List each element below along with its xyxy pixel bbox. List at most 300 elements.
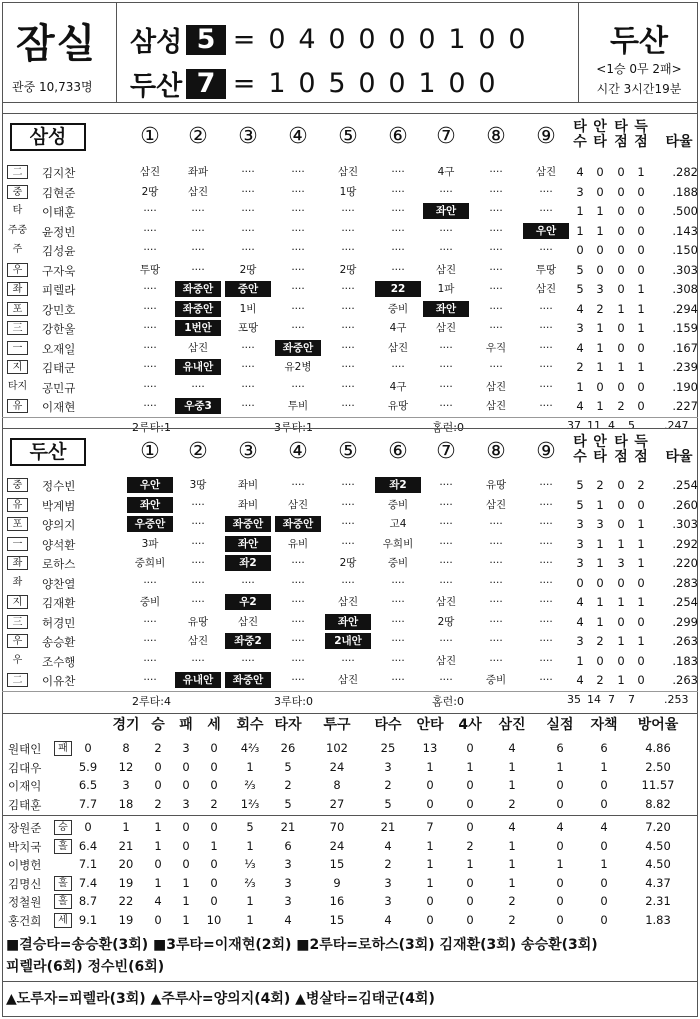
at-bat-result: ····: [291, 322, 305, 334]
at-bat-result: ····: [391, 224, 405, 237]
stat-header: 안: [593, 119, 607, 135]
inning-run: 0: [298, 68, 316, 99]
pitcher-stat: 1: [154, 820, 162, 834]
batter-row: [2, 475, 698, 495]
pitcher-stat: 1: [508, 857, 516, 871]
inning-run: 0: [448, 68, 466, 99]
at-bat-result: ····: [291, 654, 305, 667]
at-bat-result: ····: [489, 263, 503, 276]
home-batting-box: [2, 428, 698, 711]
at-bat-result: 삼진: [435, 263, 457, 276]
inning-header: ⑧: [486, 439, 506, 464]
at-bat-hit: 우안: [127, 477, 173, 493]
pitcher-stat: 24: [329, 838, 345, 853]
at-bat-result: ····: [439, 380, 453, 393]
at-bat-hit: 우2: [225, 594, 271, 610]
at-bat-result: ····: [539, 576, 553, 589]
at-bat-result: ····: [241, 361, 255, 373]
batter-stat: 3: [596, 282, 604, 296]
batter-stat: 2: [576, 360, 584, 374]
batter-stat: 2: [596, 478, 604, 492]
batter-row: [2, 670, 698, 690]
at-bat-result: ····: [191, 654, 205, 667]
inning-header: ④: [288, 439, 308, 464]
pitcher-stat: 3: [122, 778, 130, 792]
at-bat-result: ····: [391, 361, 405, 373]
at-bat-result: ····: [391, 263, 405, 276]
decision-badge: 승: [54, 820, 72, 835]
at-bat-result: ····: [539, 498, 553, 511]
pitcher-stat: 1: [508, 875, 516, 890]
position-label: 타: [12, 205, 23, 216]
at-bat-result: 중비: [387, 557, 409, 569]
batter-stat: 1: [596, 204, 604, 218]
at-bat-result: ····: [291, 283, 305, 295]
player-name: 윤정빈: [42, 224, 76, 239]
at-bat-result: ····: [539, 635, 553, 647]
inning-run: 0: [388, 24, 406, 55]
pitching-header: 세: [207, 717, 221, 733]
at-bat-result: ····: [489, 166, 503, 178]
stadium-name: 잠실: [16, 21, 98, 67]
batter-stat: 1: [596, 595, 604, 609]
at-bat-result: 우직: [485, 341, 507, 354]
batter-stat: 0: [617, 478, 625, 492]
stat-header: 타: [593, 134, 607, 150]
pitcher-stat: 1: [426, 857, 434, 871]
at-bat-result: ····: [291, 166, 305, 178]
batter-stat: 0: [576, 243, 584, 257]
at-bat-result: ····: [143, 244, 157, 256]
player-name: 로하스: [42, 557, 76, 571]
batter-stat: 0: [637, 223, 645, 238]
at-bat-result: ····: [539, 615, 553, 628]
home-line-score: [130, 64, 502, 103]
pitcher-stat: 0: [154, 912, 162, 927]
pitcher-stat: 8: [333, 778, 341, 792]
at-bat-result: 1파: [437, 283, 455, 295]
inning-header: ⑦: [436, 124, 456, 149]
at-bat-result: ····: [241, 576, 255, 589]
stat-header: 수: [573, 449, 587, 465]
batter-stat: 3: [576, 517, 584, 531]
pitcher-stat: 24: [329, 759, 345, 774]
batter-stat: 0: [617, 614, 625, 629]
stat-header: 타: [573, 119, 587, 135]
team-stat: 37: [567, 418, 581, 432]
at-bat-result: ····: [489, 205, 503, 217]
batter-row: [2, 631, 698, 651]
inning-run: 0: [328, 24, 346, 55]
at-bat-result: ····: [191, 557, 205, 569]
pitcher-stat: 1: [246, 912, 254, 927]
at-bat-result: ····: [143, 615, 157, 628]
decision-badge: 홀: [54, 894, 72, 909]
at-bat-hit: 좌안: [127, 497, 173, 513]
pitcher-stat: 4.50: [645, 857, 671, 871]
decision-badge: 홀: [54, 876, 72, 891]
decision-badge: 홀: [54, 839, 72, 854]
at-bat-result: 유2병: [284, 361, 312, 373]
at-bat-result: ····: [489, 185, 503, 198]
inning-run: 4: [298, 24, 316, 55]
pitcher-stat: 20: [118, 857, 134, 871]
inning-header: ⑤: [338, 124, 358, 149]
pitcher-stat: 0: [466, 796, 474, 811]
stat-header: 수: [573, 134, 587, 150]
pitcher-stat: 2: [466, 838, 474, 853]
batter-stat: 0: [617, 204, 625, 218]
equals-sign: =: [232, 68, 256, 99]
pitcher-stat: 8: [122, 741, 130, 755]
at-bat-result: ····: [291, 596, 305, 608]
position-label: 지: [7, 360, 28, 374]
inning-run: 0: [358, 68, 376, 99]
batting-average: .263: [672, 634, 698, 648]
pitcher-stat: 0: [556, 778, 564, 792]
pitcher-stat: 0: [210, 741, 218, 755]
at-bat-result: ····: [439, 635, 453, 647]
pitcher-stat: 9: [333, 875, 341, 890]
batter-stat: 1: [617, 634, 625, 648]
batting-average: .150: [672, 243, 698, 257]
inning-run: 0: [418, 24, 436, 55]
inning-header: ⑧: [486, 124, 506, 149]
batting-average: .294: [672, 301, 698, 316]
pitcher-stat: 1: [210, 838, 218, 853]
batter-stat: 4: [576, 595, 584, 609]
at-bat-hit: 좌중안: [275, 340, 321, 356]
at-bat-result: 중비: [387, 302, 409, 315]
opponent-team-name: 두산: [610, 24, 668, 59]
pitcher-stat: 11.57: [641, 778, 675, 792]
pitcher-stat: 4: [508, 820, 516, 834]
at-bat-result: ····: [191, 224, 205, 237]
pitcher-stat: 15: [329, 912, 345, 927]
pitcher-name: 김태훈: [8, 797, 42, 812]
inning-header: ③: [238, 124, 258, 149]
batter-row: [2, 377, 698, 397]
pitcher-stat: 3: [284, 857, 292, 871]
batter-stat: 0: [617, 184, 625, 199]
at-bat-hit: 유내안: [175, 359, 221, 375]
batter-row: [2, 201, 698, 221]
batting-average: .500: [672, 204, 698, 218]
batter-stat: 0: [617, 243, 625, 257]
pitching-header: 회수: [236, 717, 264, 733]
batting-average: .299: [672, 614, 698, 629]
pitcher-stat: 4: [384, 838, 392, 853]
pitcher-stat: 4: [154, 894, 162, 908]
pitcher-stat: 4.37: [645, 875, 671, 890]
at-bat-result: ····: [341, 322, 355, 334]
at-bat-result: ····: [539, 654, 553, 667]
homers-summary: 홈런:0: [432, 694, 464, 708]
at-bat-result: 삼진: [435, 596, 457, 608]
pitcher-stat: 1: [556, 759, 564, 774]
inning-header: ①: [140, 124, 160, 149]
inning-header: ⑥: [388, 124, 408, 149]
pitcher-stat: 19: [118, 875, 134, 890]
batter-row: [2, 514, 698, 534]
notes-divider: [2, 981, 698, 982]
at-bat-result: ····: [191, 263, 205, 276]
pitcher-stat: 4: [508, 741, 516, 755]
player-name: 피렐라: [42, 283, 76, 297]
at-bat-result: ····: [341, 498, 355, 511]
pitcher-stat: 7: [426, 820, 434, 834]
at-bat-result: ····: [143, 341, 157, 354]
pitcher-stat: 1: [600, 857, 608, 871]
batter-stat: 0: [596, 653, 604, 668]
batter-row: [2, 318, 698, 338]
at-bat-result: ····: [539, 244, 553, 256]
inning-run: 0: [478, 24, 496, 55]
notes-line-3: ▲도루자=피렐라(3회) ▲주루사=양의지(4회) ▲병살타=김태군(4회): [6, 991, 435, 1007]
pitcher-stat: 0: [466, 875, 474, 890]
pitcher-name: 원태인: [8, 742, 42, 756]
pitcher-stat: 0: [466, 778, 474, 792]
player-name: 이재현: [42, 400, 76, 414]
at-bat-result: ····: [539, 205, 553, 217]
position-label: 三: [7, 615, 28, 629]
batter-stat: 2: [617, 399, 625, 413]
batting-average: .220: [672, 556, 698, 570]
at-bat-hit: 2내안: [325, 633, 371, 649]
at-bat-result: ····: [489, 302, 503, 315]
pitcher-stat: 1: [182, 912, 190, 927]
at-bat-result: ····: [539, 537, 553, 550]
pitcher-stat: 16: [329, 894, 345, 908]
batter-stat: 0: [637, 184, 645, 199]
batter-row: [2, 592, 698, 612]
batting-average: .143: [672, 223, 698, 238]
pitcher-stat: 0: [154, 857, 162, 871]
position-label: 二: [7, 673, 28, 687]
player-name: 김성윤: [42, 244, 76, 258]
batter-stat: 1: [637, 360, 645, 374]
at-bat-result: ····: [489, 537, 503, 550]
inning-run: 1: [418, 68, 436, 99]
pitcher-stat: 1: [154, 838, 162, 853]
pitcher-stat: 21: [380, 820, 396, 834]
batter-stat: 1: [637, 634, 645, 648]
pitcher-stat: 21: [280, 820, 296, 834]
pitcher-stat: 5.9: [78, 759, 98, 774]
player-name: 김지찬: [42, 166, 76, 180]
at-bat-hit: 좌중2: [225, 633, 271, 649]
pitcher-stat: 4.50: [645, 838, 671, 853]
pitcher-stat: 5: [246, 820, 254, 834]
batter-stat: 5: [576, 497, 584, 512]
at-bat-result: 유비: [287, 537, 309, 550]
at-bat-result: ····: [241, 341, 255, 354]
pitcher-row: [2, 875, 698, 892]
batter-stat: 1: [596, 556, 604, 570]
at-bat-result: ····: [143, 400, 157, 412]
batter-stat: 1: [596, 340, 604, 355]
at-bat-result: ····: [341, 361, 355, 373]
at-bat-result: ····: [391, 576, 405, 589]
at-bat-result: ····: [489, 224, 503, 237]
pitching-header: 타수: [374, 717, 402, 733]
pitcher-stat: 1: [508, 778, 516, 792]
pitcher-stat: 8.82: [645, 796, 671, 811]
pitching-header: 실점: [546, 717, 574, 733]
position-label: 포: [7, 302, 28, 316]
pitcher-stat: 0: [600, 875, 608, 890]
home-total-runs: 7: [186, 69, 226, 99]
batter-row: [2, 534, 698, 554]
at-bat-result: ····: [391, 635, 405, 647]
batter-stat: 1: [637, 321, 645, 335]
batter-stat: 1: [576, 223, 584, 238]
batting-average: .283: [672, 575, 698, 590]
position-label: 우: [12, 654, 23, 666]
stat-header: 점: [634, 134, 648, 150]
batting-average: .190: [672, 379, 698, 394]
at-bat-result: ····: [341, 244, 355, 256]
at-bat-result: ····: [241, 400, 255, 412]
batter-stat: 4: [576, 399, 584, 413]
at-bat-result: 삼진: [287, 498, 309, 511]
game-time: 시간 3시간19분: [596, 82, 682, 96]
batter-stat: 1: [596, 399, 604, 413]
batter-stat: 1: [617, 595, 625, 609]
batter-stat: 1: [637, 536, 645, 551]
pitcher-stat: 2.31: [645, 894, 671, 908]
at-bat-result: ····: [439, 479, 453, 491]
position-label: 三: [7, 321, 28, 335]
batting-average: .303: [672, 262, 698, 277]
at-bat-result: ····: [489, 615, 503, 628]
at-bat-result: ····: [341, 576, 355, 589]
at-bat-result: ····: [439, 537, 453, 550]
away-team-name: 삼성: [130, 27, 183, 58]
pitcher-stat: 0: [182, 857, 190, 871]
player-name: 허경민: [42, 615, 76, 630]
pitcher-stat: 26: [280, 741, 296, 755]
batter-stat: 1: [637, 165, 645, 179]
at-bat-result: 삼진: [435, 322, 457, 334]
at-bat-hit: 우안: [523, 223, 569, 239]
pitcher-stat: 0: [210, 820, 218, 834]
at-bat-result: 투땅: [139, 263, 161, 276]
at-bat-result: 삼진: [337, 596, 359, 608]
at-bat-result: ····: [489, 283, 503, 295]
at-bat-result: ····: [439, 244, 453, 256]
at-bat-hit: 1번안: [175, 320, 221, 336]
at-bat-result: ····: [489, 244, 503, 256]
player-name: 김현준: [42, 185, 76, 200]
team-stat: 5: [628, 418, 635, 432]
at-bat-result: ····: [341, 400, 355, 412]
batter-row: [2, 396, 698, 416]
stat-header: 타: [573, 434, 587, 450]
at-bat-result: ····: [341, 341, 355, 354]
pitcher-stat: 2: [508, 912, 516, 927]
pitcher-stat: 27: [329, 796, 345, 811]
batting-average: .303: [672, 517, 698, 531]
pitcher-stat: 7.4: [78, 875, 98, 890]
batter-stat: 0: [637, 262, 645, 277]
inning-header: ⑨: [536, 124, 556, 149]
batter-stat: 1: [637, 556, 645, 570]
player-name: 양석환: [42, 537, 76, 552]
at-bat-result: ····: [439, 576, 453, 589]
pitcher-stat: 0: [426, 778, 434, 792]
batting-average: .254: [672, 478, 698, 492]
at-bat-result: 삼진: [237, 615, 259, 628]
batter-stat: 1: [596, 223, 604, 238]
at-bat-result: ····: [391, 596, 405, 608]
at-bat-result: ····: [291, 576, 305, 589]
pitcher-row: [2, 893, 698, 910]
at-bat-result: ····: [191, 596, 205, 608]
batter-stat: 3: [576, 556, 584, 570]
inning-run: 1: [448, 24, 466, 55]
batter-stat: 4: [576, 614, 584, 629]
home-inning-runs: [262, 68, 502, 99]
batter-stat: 2: [596, 673, 604, 687]
at-bat-result: 삼진: [535, 283, 557, 295]
pitcher-stat: 0: [600, 894, 608, 908]
triples-summary: 3루타:1: [274, 420, 313, 434]
batter-stat: 1: [596, 614, 604, 629]
batter-stat: 1: [637, 301, 645, 316]
at-bat-result: 3땅: [189, 479, 207, 491]
at-bat-result: ····: [539, 380, 553, 393]
inning-header: ⑥: [388, 439, 408, 464]
batter-stat: 0: [637, 614, 645, 629]
at-bat-result: ····: [241, 224, 255, 237]
at-bat-result: ····: [391, 166, 405, 178]
home-team-name: 두산: [130, 71, 183, 102]
at-bat-result: 1비: [239, 302, 257, 315]
batter-stat: 3: [617, 556, 625, 570]
at-bat-result: 삼진: [435, 654, 457, 667]
batting-average: .227: [672, 399, 698, 413]
pitcher-stat: ⅔: [244, 875, 256, 890]
away-batting-box: [2, 113, 698, 434]
away-line-score: [130, 20, 532, 59]
pitcher-stat: 4: [284, 912, 292, 927]
pitcher-stat: 6.4: [78, 838, 98, 853]
team-stat: 35: [567, 692, 581, 706]
pitching-header: 투구: [323, 717, 351, 733]
batter-stat: 0: [617, 379, 625, 394]
pitcher-stat: 3: [182, 796, 190, 811]
at-bat-result: ····: [539, 185, 553, 198]
at-bat-result: ····: [341, 283, 355, 295]
batter-stat: 2: [596, 301, 604, 316]
position-label: 좌: [7, 556, 28, 570]
pitcher-stat: 1: [426, 875, 434, 890]
at-bat-result: ····: [439, 674, 453, 686]
pitcher-name: 김명신: [8, 876, 42, 891]
batter-row: [2, 260, 698, 280]
batter-stat: 0: [637, 653, 645, 668]
at-bat-result: ····: [241, 205, 255, 217]
at-bat-result: ····: [291, 674, 305, 686]
at-bat-result: ····: [291, 302, 305, 315]
position-label: 중: [7, 185, 28, 199]
at-bat-result: ····: [191, 380, 205, 393]
at-bat-result: ····: [439, 224, 453, 237]
at-bat-result: 삼진: [485, 498, 507, 511]
pitcher-stat: 0: [154, 759, 162, 774]
batter-stat: 0: [596, 379, 604, 394]
